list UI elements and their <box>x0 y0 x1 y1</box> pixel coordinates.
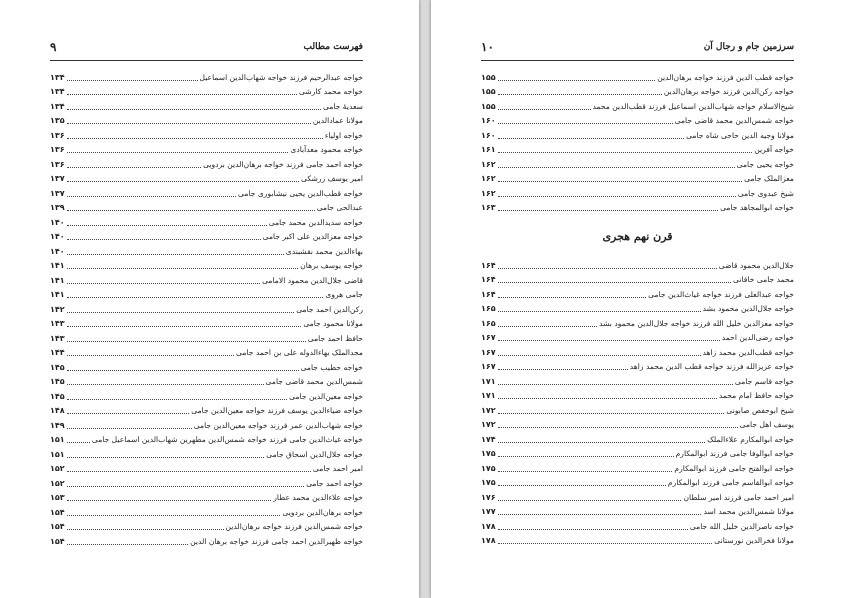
toc-entry-title: مولانا فخرالدین نورستانی <box>714 536 794 545</box>
dot-leader <box>67 355 234 356</box>
toc-entry <box>50 314 363 329</box>
toc-entry-page: ۱۳۷ <box>50 174 65 183</box>
toc-entry-title: امیر احمد جامی <box>312 464 363 473</box>
toc-entry-page: ۱۴۵ <box>50 377 65 386</box>
right-page <box>431 0 850 598</box>
toc-entry <box>50 372 363 387</box>
toc-entry-title: خواجه غیاث‌الدین جامی فرزند خواجه شمس‌الدین مطهرین شهاب‌الدین اسماعیل جامی <box>91 435 363 444</box>
dot-leader <box>67 210 315 211</box>
toc-entry <box>481 140 794 155</box>
toc-entry-title: خواجه قطب‌الدین محمد زاهد <box>702 347 794 357</box>
toc-entry <box>50 96 363 111</box>
toc-entry-title: خواجه شمس‌الدین محمد قاضی جامی <box>674 116 794 125</box>
section-toc-list <box>481 255 794 545</box>
right-header-rule <box>481 60 794 61</box>
toc-entry <box>50 502 363 517</box>
toc-entry-page: ۱۶۷ <box>481 347 496 357</box>
toc-entry-title: خواجه برهان‌الدین بردویی <box>282 507 363 517</box>
toc-entry-title: خواجه ابوالمکارم علاءالملک <box>707 434 794 444</box>
toc-entry-title: خواجه رکن‌الدین فرزند خواجه برهان‌الدین <box>663 87 794 96</box>
dot-leader <box>498 500 682 501</box>
toc-entry-page: ۱۴۹ <box>50 420 65 430</box>
dot-leader <box>498 369 628 370</box>
toc-entry-page: ۱۴۰ <box>50 232 65 241</box>
toc-entry-title: مولانا وجیه الدین حاجی شاه جامی <box>686 130 794 140</box>
dot-leader <box>498 311 701 312</box>
toc-entry <box>50 241 363 256</box>
toc-entry-page: ۱۶۲ <box>481 174 496 183</box>
toc-entry <box>481 255 794 270</box>
toc-entry-page: ۱۳۴ <box>50 72 65 82</box>
dot-leader <box>67 399 288 400</box>
toc-entry <box>50 227 363 242</box>
toc-entry <box>50 256 363 271</box>
toc-entry-title: خواجه قاسم جامی <box>734 376 794 386</box>
dot-leader <box>67 109 321 110</box>
toc-entry <box>481 169 794 184</box>
toc-entry-page: ۱۴۰ <box>50 246 65 256</box>
toc-entry <box>481 487 794 502</box>
left-page-title: فهرست مطالب <box>303 42 363 52</box>
dot-leader <box>67 297 324 298</box>
toc-entry-page: ۱۳۶ <box>50 130 65 140</box>
toc-entry-page: ۱۵۴ <box>50 507 65 517</box>
toc-entry <box>50 328 363 343</box>
toc-entry-title: شیخ‌الاسلام خواجه شهاب‌الدین اسماعیل فرزند قطب‌الدین محمد <box>592 101 794 111</box>
toc-entry-page: ۱۵۵ <box>481 72 496 82</box>
toc-entry-page: ۱۵۵ <box>481 87 496 96</box>
toc-entry <box>50 125 363 140</box>
toc-entry-title: خواجه ابوالوفا جامی فرزند ابوالمکارم <box>675 449 794 458</box>
toc-entry <box>50 531 363 546</box>
dot-leader <box>67 152 289 153</box>
toc-entry <box>481 458 794 473</box>
toc-entry-title: خواجه یوسف برهان <box>300 261 363 270</box>
dot-leader <box>498 297 647 298</box>
toc-entry <box>481 270 794 285</box>
toc-entry-page: ۱۳۶ <box>50 145 65 154</box>
dot-leader <box>67 413 190 414</box>
toc-entry-page: ۱۷۵ <box>481 449 496 458</box>
toc-entry-title: خواجه رضی‌الدین احمد <box>721 333 794 342</box>
toc-entry-title: رکن‌الدین احمد جامی <box>296 304 363 314</box>
toc-entry-page: ۱۳۵ <box>50 116 65 125</box>
toc-entry <box>481 415 794 430</box>
toc-entry-title: خواجه سدیدالدین محمد جامی <box>268 217 363 227</box>
left-page <box>0 0 419 598</box>
toc-entry <box>50 299 363 314</box>
toc-entry-title: مولانا شمس‌الدین محمد اسد <box>703 507 794 516</box>
toc-entry <box>481 386 794 401</box>
dot-leader <box>498 181 742 182</box>
toc-entry-page: ۱۶۰ <box>481 116 496 125</box>
dot-leader <box>498 456 674 457</box>
dot-leader <box>498 80 656 81</box>
toc-entry-title: جامی هروی <box>325 290 363 299</box>
toc-entry-page: ۱۷۲ <box>481 405 496 415</box>
dot-leader <box>67 268 299 269</box>
toc-entry-title: خواجه محمود معدآبادی <box>290 145 363 154</box>
toc-entry-title: خواجه حطیب جامی <box>300 362 363 372</box>
toc-entry-page: ۱۳۹ <box>50 203 65 212</box>
dot-leader <box>498 442 705 443</box>
toc-entry-page: ۱۵۲ <box>50 464 65 473</box>
toc-entry-title: خواجه اولیاء <box>324 130 363 140</box>
toc-entry-title: خواجه قطب الدین فرزند خواجه برهان‌الدین <box>657 72 794 82</box>
toc-entry-title: خواجه یحیی جامی <box>736 159 794 169</box>
left-toc-list <box>50 67 363 546</box>
toc-entry-page: ۱۳۴ <box>50 87 65 96</box>
toc-entry-title: خواجه شمس‌الدین فرزند خواجه برهان‌الدین <box>225 522 363 531</box>
toc-entry <box>50 517 363 532</box>
toc-entry-title: خواجه معزالدین خلیل الله فرزند خواجه جلال‌الدین محمود بشد <box>599 318 794 328</box>
toc-entry-title: عبدالحی جامی <box>316 203 363 212</box>
toc-entry <box>481 444 794 459</box>
toc-entry <box>481 284 794 299</box>
toc-entry <box>50 169 363 184</box>
dot-leader <box>498 94 662 95</box>
left-page-header <box>50 42 363 58</box>
toc-entry <box>50 212 363 227</box>
dot-leader <box>67 80 198 81</box>
toc-entry-title: خواجه احمد جامی <box>306 478 363 488</box>
toc-entry-title: خواجه معین‌الدین جامی <box>289 391 363 401</box>
dot-leader <box>498 514 702 515</box>
toc-entry-title: خواجه محمد کارشی <box>299 87 363 96</box>
toc-entry-page: ۱۶۱ <box>481 145 496 154</box>
toc-entry <box>481 400 794 415</box>
toc-entry-page: ۱۶۴ <box>481 275 496 284</box>
toc-entry <box>50 357 363 372</box>
left-page-number: ۹ <box>50 40 57 54</box>
dot-leader <box>498 413 725 414</box>
toc-entry-title: خواجه عبدالرحیم فرزند خواجه شهاب‌الدین اسماعیل <box>199 72 363 82</box>
toc-entry-page: ۱۷۸ <box>481 536 496 545</box>
toc-entry <box>50 415 363 430</box>
dot-leader <box>67 471 311 472</box>
dot-leader <box>498 196 736 197</box>
toc-entry <box>481 313 794 328</box>
section-title: قرن نهم هجری <box>602 230 673 243</box>
toc-entry-title: معزالملک جامی <box>744 174 794 183</box>
toc-entry <box>50 67 363 82</box>
toc-entry-title: خواجه ناصرالدین خلیل الله جامی <box>689 521 794 531</box>
dot-leader <box>67 515 281 516</box>
toc-entry <box>481 299 794 314</box>
toc-entry-title: مولانا محمود جامی <box>303 319 363 328</box>
toc-entry-title: خواجه حافظ امام محمد <box>718 391 794 400</box>
toc-entry-title: خواجه عزیزالله فرزند خواجه قطب الدین محمد زاهد <box>629 362 794 371</box>
dot-leader <box>498 123 673 124</box>
toc-entry-title: خواجه جلال‌الدین اسحاق جامی <box>266 449 363 459</box>
toc-entry <box>50 285 363 300</box>
toc-entry-page: ۱۷۱ <box>481 391 496 400</box>
toc-entry-page: ۱۶۲ <box>481 188 496 198</box>
toc-entry <box>481 328 794 343</box>
toc-entry-page: ۱۷۵ <box>481 463 496 473</box>
toc-entry-title: شمس‌الدین محمد قاضی جامی <box>265 377 363 386</box>
dot-leader <box>498 427 738 428</box>
dot-leader <box>498 485 666 486</box>
dot-leader <box>498 529 688 530</box>
dot-leader <box>67 529 224 530</box>
toc-entry-page: ۱۶۵ <box>481 318 496 328</box>
dot-leader <box>67 239 261 240</box>
toc-entry-page: ۱۶۵ <box>481 304 496 313</box>
dot-leader <box>67 500 272 501</box>
toc-entry <box>50 82 363 97</box>
dot-leader <box>498 167 735 168</box>
dot-leader <box>498 384 733 385</box>
toc-entry-title: مجدالملک بهاءالدوله علی بن احمد جامی <box>236 348 363 357</box>
toc-entry-page: ۱۷۲ <box>481 420 496 429</box>
toc-entry-title: محمد جامی خاقانی <box>733 275 794 284</box>
dot-leader <box>67 94 297 95</box>
dot-leader <box>67 384 264 385</box>
toc-entry <box>50 154 363 169</box>
dot-leader <box>498 398 717 399</box>
toc-entry-page: ۱۶۲ <box>481 159 496 169</box>
toc-entry-title: خواجه ابوالقاسم جامی فرزند ابوالمکارم <box>667 478 794 487</box>
toc-entry-page: ۱۵۴ <box>50 522 65 531</box>
toc-entry-title: بهاءالدین محمد نقشبندی <box>285 246 363 256</box>
dot-leader <box>498 282 731 283</box>
dot-leader <box>67 457 265 458</box>
toc-entry-title: شیخ عبدوی جامی <box>737 188 794 198</box>
toc-entry <box>481 96 794 111</box>
toc-entry-page: ۱۷۵ <box>481 478 496 487</box>
toc-entry-page: ۱۴۸ <box>50 406 65 415</box>
right-page-title: سرزمین جام و رجال آن <box>703 42 794 52</box>
toc-entry-page: ۱۴۱ <box>50 261 65 270</box>
dot-leader <box>67 123 311 124</box>
dot-leader <box>67 181 299 182</box>
dot-leader <box>498 340 720 341</box>
dot-leader <box>67 283 260 284</box>
toc-entry-page: ۱۴۵ <box>50 391 65 401</box>
toc-entry-page: ۱۵۳ <box>50 493 65 502</box>
toc-entry-title: مولانا عمادالدین <box>312 116 363 125</box>
left-header-rule <box>50 60 363 61</box>
toc-entry-title: خواجه عبدالعلی فرزند خواجه غیاث‌الدین جامی <box>648 289 794 299</box>
toc-entry-page: ۱۷۱ <box>481 376 496 386</box>
toc-entry-page: ۱۶۴ <box>481 260 496 270</box>
toc-entry-title: امیر احمد جامی فرزند امیر سلطان <box>683 492 794 502</box>
toc-entry-page: ۱۶۰ <box>481 130 496 140</box>
toc-entry-page: ۱۳۶ <box>50 159 65 169</box>
toc-entry-page: ۱۳۷ <box>50 188 65 198</box>
dot-leader <box>498 268 717 269</box>
toc-entry <box>481 473 794 488</box>
toc-entry <box>481 516 794 531</box>
toc-entry-page: ۱۴۱ <box>50 290 65 299</box>
dot-leader <box>498 210 718 211</box>
toc-entry <box>481 429 794 444</box>
toc-entry <box>50 488 363 503</box>
toc-entry <box>50 198 363 213</box>
dot-leader <box>67 428 192 429</box>
toc-entry <box>481 198 794 213</box>
dot-leader <box>498 109 591 110</box>
toc-entry-title: جلال‌الدین محمود قاضی <box>718 260 794 270</box>
dot-leader <box>498 138 684 139</box>
toc-entry-title: خواجه ابوالمجاهد جامی <box>720 203 794 212</box>
dot-leader <box>498 152 753 153</box>
right-page-number: ۱۰ <box>481 40 494 54</box>
toc-entry-page: ۱۶۴ <box>481 289 496 299</box>
right-page-header <box>481 42 794 58</box>
toc-entry-page: ۱۴۳ <box>50 333 65 343</box>
toc-entry-page: ۱۵۲ <box>50 478 65 488</box>
toc-entry-title: یوسف اهل جامی <box>739 420 794 429</box>
toc-entry-page: ۱۷۶ <box>481 492 496 502</box>
toc-entry-page: ۱۵۴ <box>50 536 65 546</box>
toc-entry-page: ۱۳۴ <box>50 101 65 111</box>
toc-entry-title: خواجه آفرین <box>754 145 794 154</box>
toc-entry-page: ۱۴۰ <box>50 217 65 227</box>
toc-entry-page: ۱۶۷ <box>481 362 496 371</box>
toc-entry-page: ۱۵۵ <box>481 101 496 111</box>
toc-entry <box>481 67 794 82</box>
toc-entry <box>481 125 794 140</box>
toc-entry <box>481 502 794 517</box>
toc-entry-page: ۱۵۱ <box>50 449 65 459</box>
toc-entry <box>50 459 363 474</box>
dot-leader <box>67 138 323 139</box>
toc-entry <box>481 371 794 386</box>
dot-leader <box>67 326 302 327</box>
toc-entry-page: ۱۴۲ <box>50 304 65 314</box>
toc-entry <box>50 473 363 488</box>
toc-entry <box>481 154 794 169</box>
toc-entry <box>50 183 363 198</box>
toc-entry-title: خواجه ضیاءالدین یوسف فرزند خواجه معین‌الدین جامی <box>191 406 363 415</box>
toc-entry-title: خواجه علاءالدین محمد عطار <box>273 493 363 502</box>
toc-entry-page: ۱۷۸ <box>481 521 496 531</box>
toc-entry-page: ۱۴۱ <box>50 275 65 285</box>
dot-leader <box>67 167 201 168</box>
toc-entry <box>50 430 363 445</box>
toc-entry <box>481 342 794 357</box>
toc-entry <box>50 140 363 155</box>
dot-leader <box>498 326 597 327</box>
dot-leader <box>67 370 299 371</box>
dot-leader <box>67 544 188 545</box>
toc-entry-page: ۱۵۱ <box>50 435 65 444</box>
dot-leader <box>67 341 306 342</box>
toc-entry-title: شیخ ابوحفص صابونی <box>726 405 794 415</box>
dot-leader <box>67 486 304 487</box>
right-toc-list <box>481 67 794 212</box>
toc-entry-title: امیر یوسف زرشکی <box>301 174 363 183</box>
toc-entry <box>481 531 794 546</box>
toc-entry-title: سعدیهٔ جامی <box>322 101 363 111</box>
toc-entry <box>50 386 363 401</box>
dot-leader <box>498 543 713 544</box>
toc-entry-title: خواجه احمد جامی فرزند خواجه برهان‌الدین بردویی <box>203 159 363 169</box>
toc-entry <box>481 111 794 126</box>
toc-entry-page: ۱۷۷ <box>481 507 496 516</box>
toc-entry <box>481 183 794 198</box>
toc-entry-title: خواجه معزالدین علی اکبر جامی <box>262 232 363 241</box>
toc-entry-title: خواجه شهاب‌الدین عمر فرزند خواجه معین‌الدین جامی <box>193 420 363 430</box>
toc-entry-page: ۱۶۷ <box>481 333 496 342</box>
dot-leader <box>67 196 236 197</box>
toc-entry-page: ۱۴۳ <box>50 319 65 328</box>
toc-entry-title: حافظ احمد جامی <box>307 333 363 343</box>
toc-entry <box>481 357 794 372</box>
dot-leader <box>67 442 90 443</box>
dot-leader <box>67 312 295 313</box>
toc-entry-page: ۱۶۳ <box>481 203 496 212</box>
dot-leader <box>67 225 267 226</box>
toc-entry-title: خواجه جلال‌الدین محمود بشد <box>702 304 794 313</box>
toc-entry-page: ۱۴۴ <box>50 348 65 357</box>
toc-entry <box>50 111 363 126</box>
toc-entry-title: خواجه قطب‌الدین یحیی نیشابوری جامی <box>238 188 363 198</box>
toc-entry-page: ۱۷۴ <box>481 434 496 444</box>
dot-leader <box>498 471 673 472</box>
toc-entry-title: خواجه ظهیرالدین احمد جامی فرزند خواجه برهان الدین <box>190 536 363 546</box>
toc-entry <box>50 270 363 285</box>
toc-entry <box>50 444 363 459</box>
toc-entry <box>50 343 363 358</box>
toc-entry-title: قاضی جلال‌الدین محمود الامامی <box>262 275 363 285</box>
toc-entry <box>481 82 794 97</box>
dot-leader <box>498 355 701 356</box>
toc-entry <box>50 401 363 416</box>
dot-leader <box>67 254 284 255</box>
toc-entry-page: ۱۴۵ <box>50 362 65 372</box>
toc-entry-title: خواجه ابوالفتح جامی فرزند ابوالمکارم <box>674 463 794 473</box>
